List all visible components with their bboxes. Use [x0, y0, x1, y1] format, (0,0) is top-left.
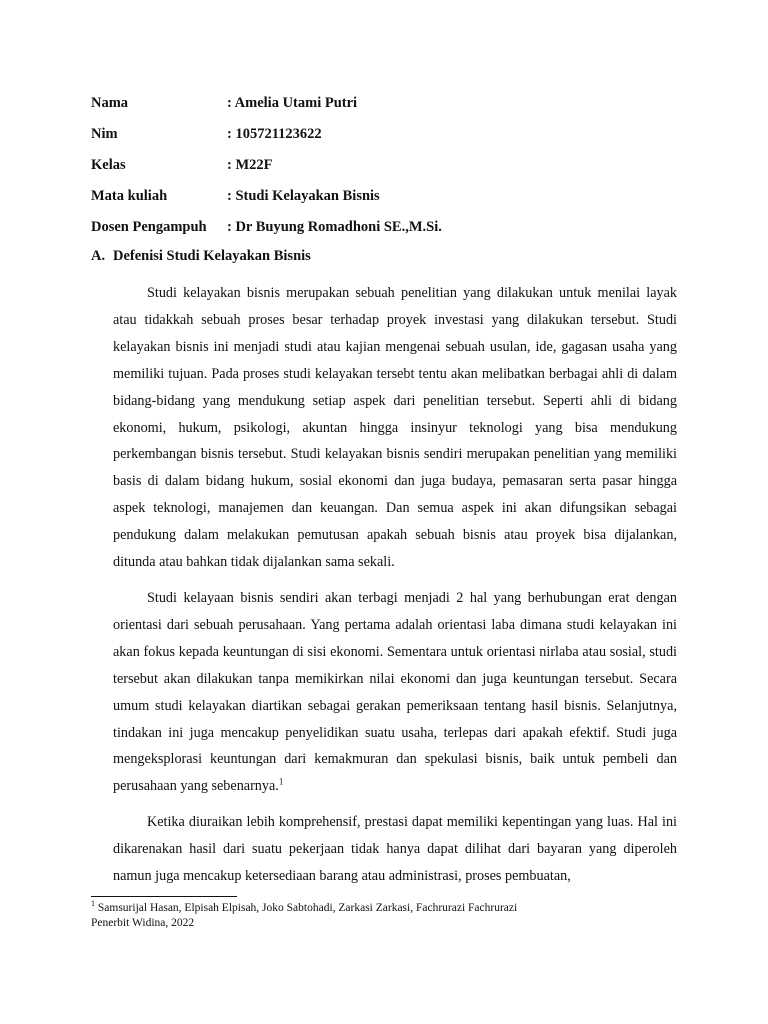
- info-value: : 105721123622: [227, 126, 322, 142]
- footnote-reference[interactable]: 1: [278, 776, 284, 787]
- footnote-text: Samsurijal Hasan, Elpisah Elpisah, Joko Sabtohadi, Zarkasi Zarkasi, Fachrurazi Fachrurazi: [95, 902, 518, 914]
- section-title: Defenisi Studi Kelayakan Bisnis: [113, 248, 311, 264]
- info-label: Nim: [91, 126, 118, 142]
- paragraph-1: Studi kelayakan bisnis merupakan sebuah penelitian yang dilakukan untuk menilai layak atau tidakkah sebuah proses besar terhadap proyek investasi yang dilakukan tersebut. Studi kelayakan bisnis ini menjadi studi atau kajian mengenai sebuah usulan, ide, gagasan usaha yang memiliki tujuan. Pada proses studi kelayakan tersebt tentu akan melibatkan berbagai ahli di dalam bidang-bidang yang mendukung setiap aspek dari penelitian tersebut. Seperti ahli di bidang ekonomi, hukum, psikologi, akuntan hingga insinyur teknologi yang bisa mendukung perkembangan bisnis tersebut. Studi kelayakan bisnis sendiri merupakan penelitian yang memiliki basis di dalam bidang hukum, sosial ekonomi dan juga budaya, pemasaran serta pasar hingga aspek teknologi, manajemen dan keuangan. Dan semua aspek ini akan difungsikan sebagai pendukung dalam melakukan pemutusan apakah sebuah bisnis atau proyek bisa dijalankan, ditunda atau bahkan tidak dijalankan sama sekali.: [113, 285, 677, 571]
- info-label: Nama: [91, 95, 129, 111]
- info-label: Mata kuliah: [91, 188, 168, 204]
- info-value: : Studi Kelayakan Bisnis: [227, 188, 380, 204]
- paragraph-2-text: Studi kelayaan bisnis sendiri akan terbagi menjadi 2 hal yang berhubungan erat dengan orientasi dari sebuah perusahaan. Yang pertama adalah orientasi laba dimana studi kelayakan ini akan fokus kepada keuntungan di sisi ekonomi. Sementara untuk orientasi nirlaba atau sosial, studi tersebut akan dilakukan tanpa memikirkan nilai ekonomi dan juga keuntungan tersebut. Secara umum studi kelayakan diartikan sebagai gerakan pemeriksaan tentang hasil bisnis. Selanjutnya, tindakan ini juga mencakup penyelidikan suatu usaha, terlepas dari apakah efektif. Studi juga mengeksplorasi keuntungan dari kemakmuran dan spekulasi bisnis, baik untuk pembeli dan perusahaan yang sebenarnya.: [113, 590, 677, 795]
- info-value: : Amelia Utami Putri: [227, 95, 358, 111]
- info-label: Dosen Pengampuh: [91, 219, 207, 235]
- footnote-line-1: [91, 901, 691, 916]
- section-heading: [91, 248, 311, 265]
- footnote: [91, 901, 691, 931]
- footnote-line-2: Penerbit Widina, 2022: [91, 917, 195, 929]
- info-value: : Dr Buyung Romadhoni SE.,M.Si.: [227, 219, 442, 235]
- info-label: Kelas: [91, 157, 126, 173]
- footnote-separator: [91, 896, 237, 897]
- section-number: A.: [91, 248, 106, 264]
- paragraph-3: Ketika diuraikan lebih komprehensif, prestasi dapat memiliki kepentingan yang luas. Hal ini dikarenakan hasil dari suatu pekerjaan tidak hanya dapat dilihat dari bayaran yang diperoleh namun juga mencakup ketersediaan barang atau administrasi, proses pembuatan,: [113, 814, 677, 884]
- info-value: : M22F: [227, 157, 273, 173]
- footnote-marker: 1: [91, 899, 95, 909]
- paragraph-2: [113, 585, 677, 800]
